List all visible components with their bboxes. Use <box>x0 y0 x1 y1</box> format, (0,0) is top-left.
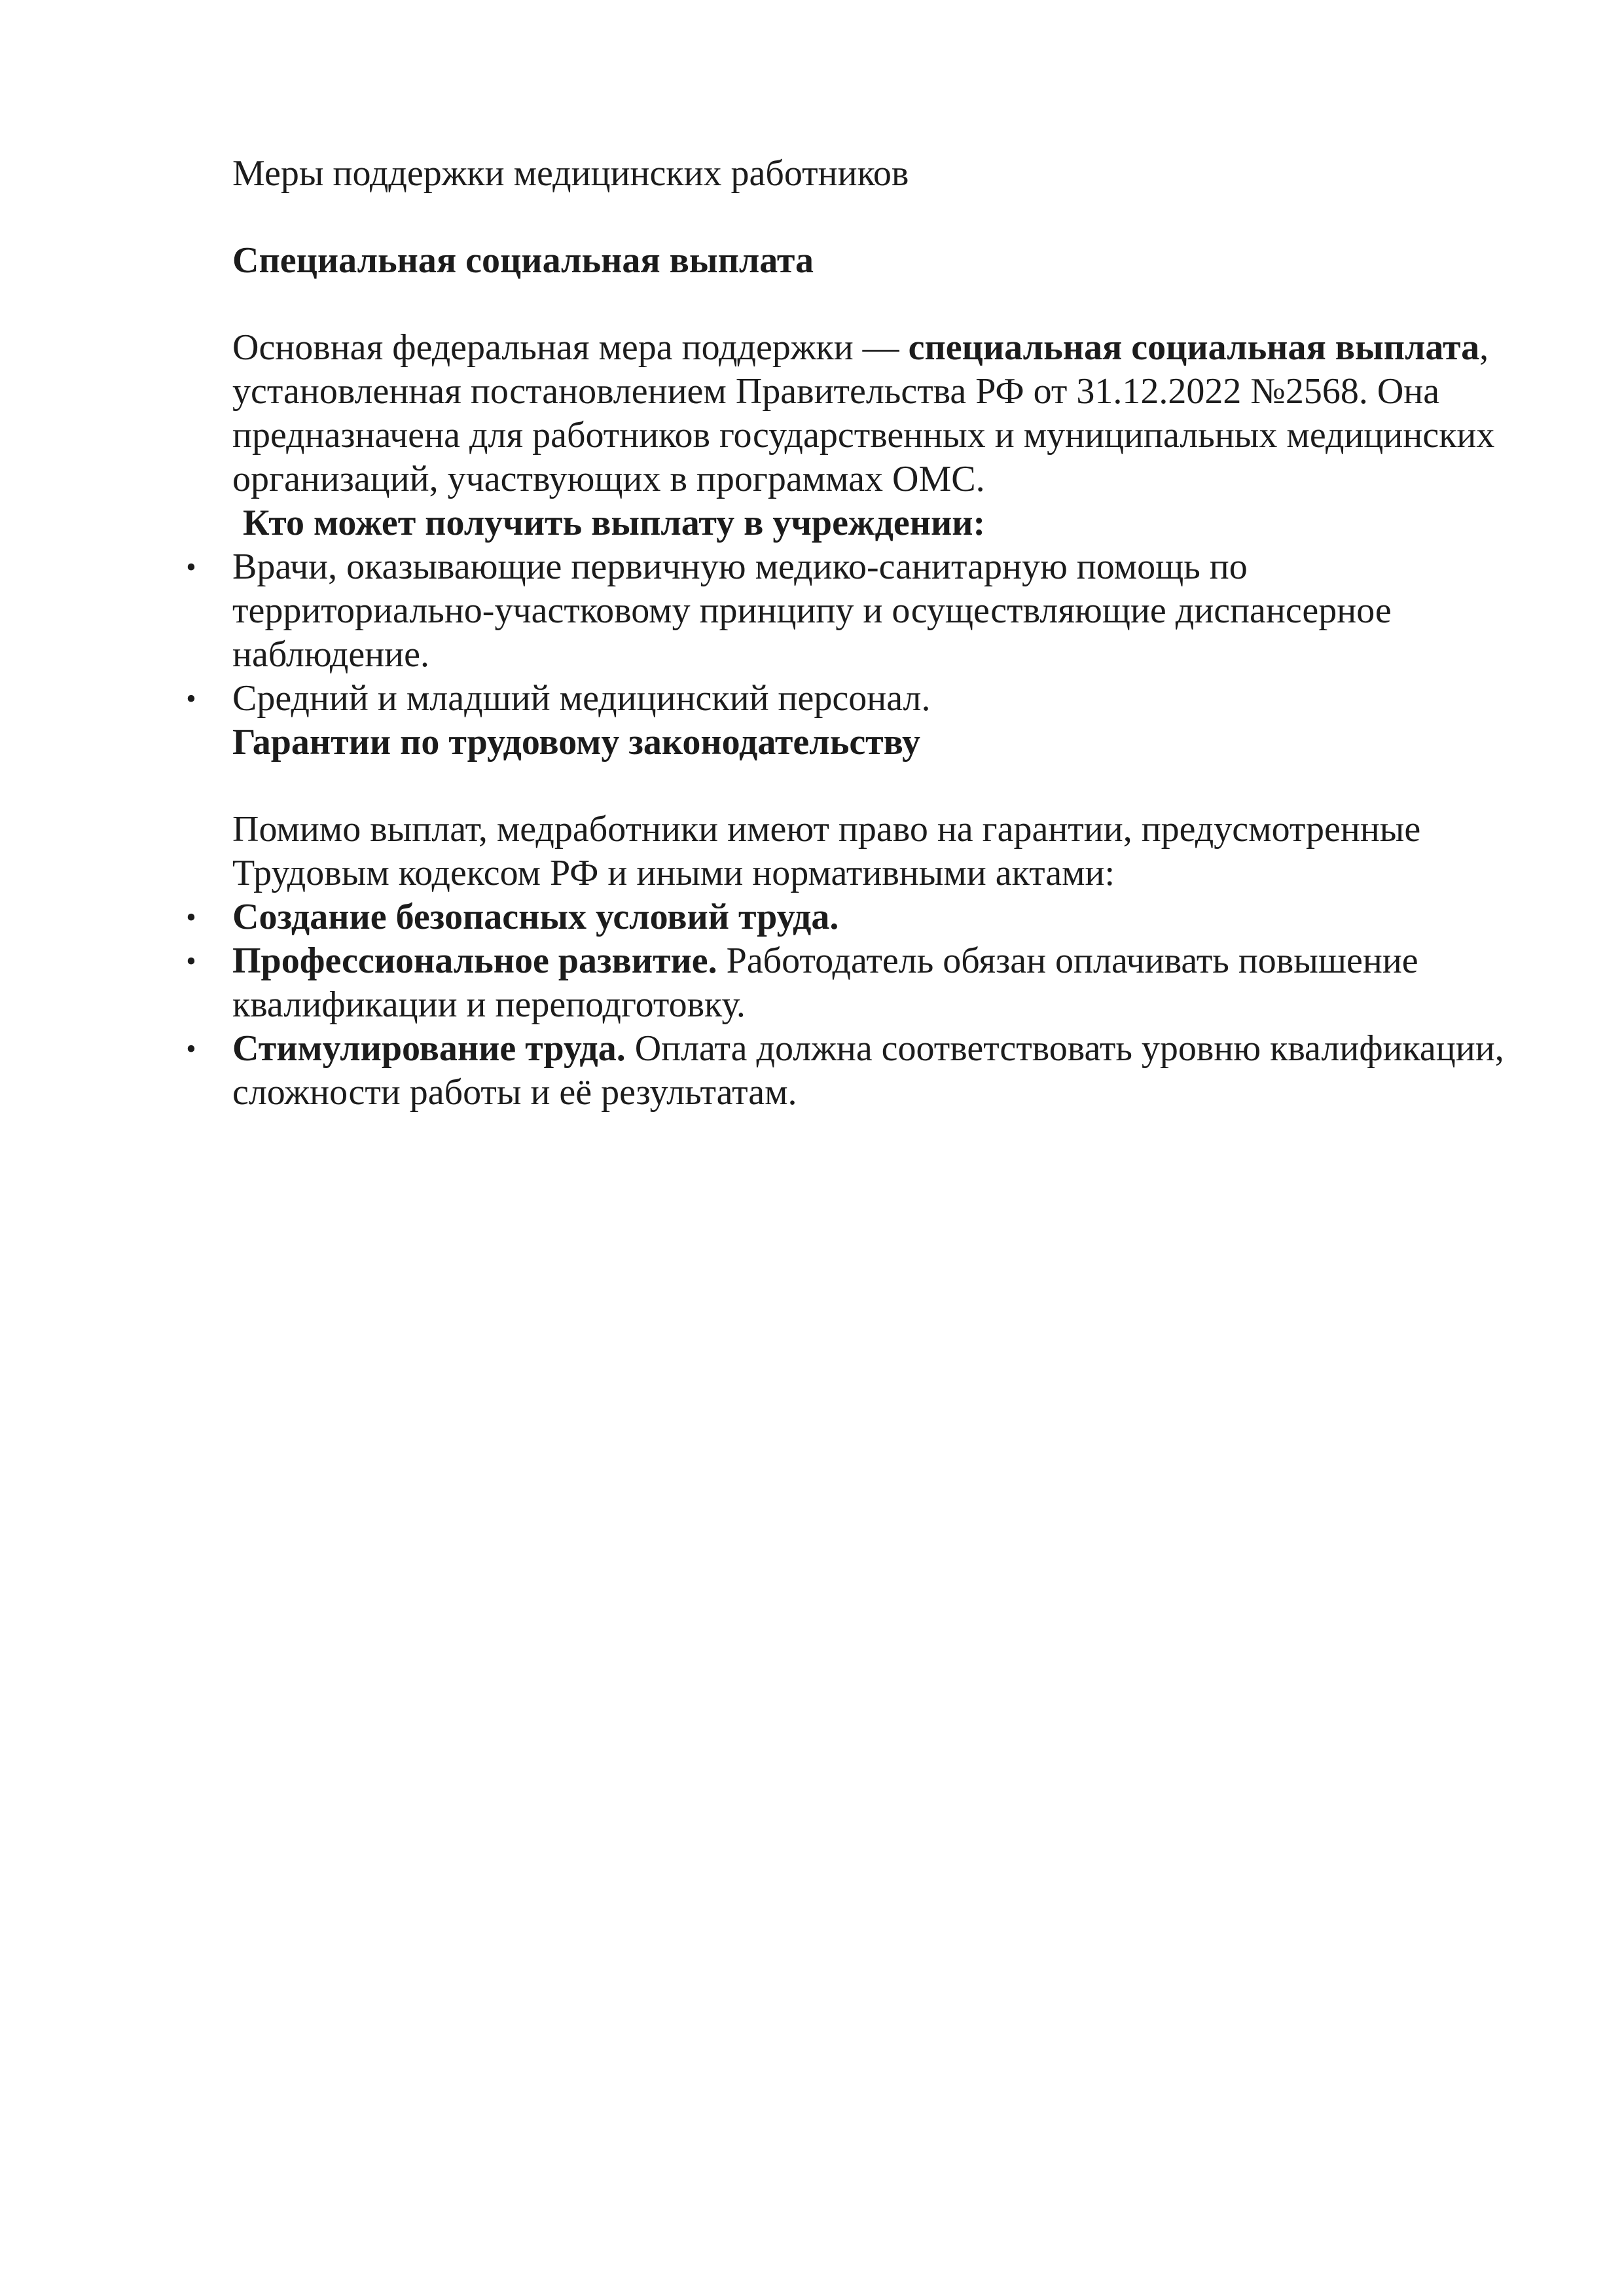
list-item-bold: Стимулирование труда. <box>232 1028 626 1069</box>
labor-guarantees-intro: Помимо выплат, медработники имеют право на гарантии, предусмотренные Трудовым кодексом РФ и иными нормативными актами: <box>232 809 1421 893</box>
bullet-icon: • <box>186 551 196 583</box>
list-item-text: Средний и младший медицинский персонал. <box>232 678 931 719</box>
document-body <box>186 152 1515 1115</box>
eligibility-list <box>186 545 1515 721</box>
eligibility-subheading: Кто может получить выплату в учреждении: <box>243 503 986 543</box>
special-payment-intro <box>232 326 1515 501</box>
section-heading-labor-guarantees: Гарантии по трудовому законодательству <box>232 722 921 762</box>
bullet-icon: • <box>186 683 196 715</box>
list-item <box>186 545 1515 677</box>
list-item <box>186 895 1515 939</box>
guarantees-list <box>186 895 1515 1115</box>
list-item-bold: Профессиональное развитие. <box>232 941 717 981</box>
bullet-icon: • <box>186 901 196 933</box>
intro-text-bold: специальная социальная выплата <box>908 327 1480 368</box>
document-title: Меры поддержки медицинских работников <box>232 153 909 194</box>
list-item-text: Оплата должна соответствовать уровню квалификации, сложности работы и её результатам. <box>232 1028 1504 1113</box>
list-item-text: Врачи, оказывающие первичную медико-санитарную помощь по территориально-участковому принципу и осуществляющие диспансерное наблюдение. <box>232 547 1392 675</box>
intro-text-start: Основная федеральная мера поддержки — <box>232 327 909 368</box>
intro-text-end: , установленная постановлением Правительства РФ от 31.12.2022 №2568. Она предназначена для работников государственных и муниципальных медицинских организаций, участвующих в программах ОМС. <box>232 327 1495 499</box>
list-item <box>186 1027 1515 1115</box>
list-item-text: Работодатель обязан оплачивать повышение квалификации и переподготовку. <box>232 941 1418 1025</box>
section-heading-special-payment: Специальная социальная выплата <box>232 240 814 281</box>
bullet-icon: • <box>186 1033 196 1065</box>
list-item-bold: Создание безопасных условий труда. <box>232 897 839 937</box>
bullet-icon: • <box>186 945 196 977</box>
list-item <box>186 677 1515 721</box>
list-item <box>186 939 1515 1027</box>
